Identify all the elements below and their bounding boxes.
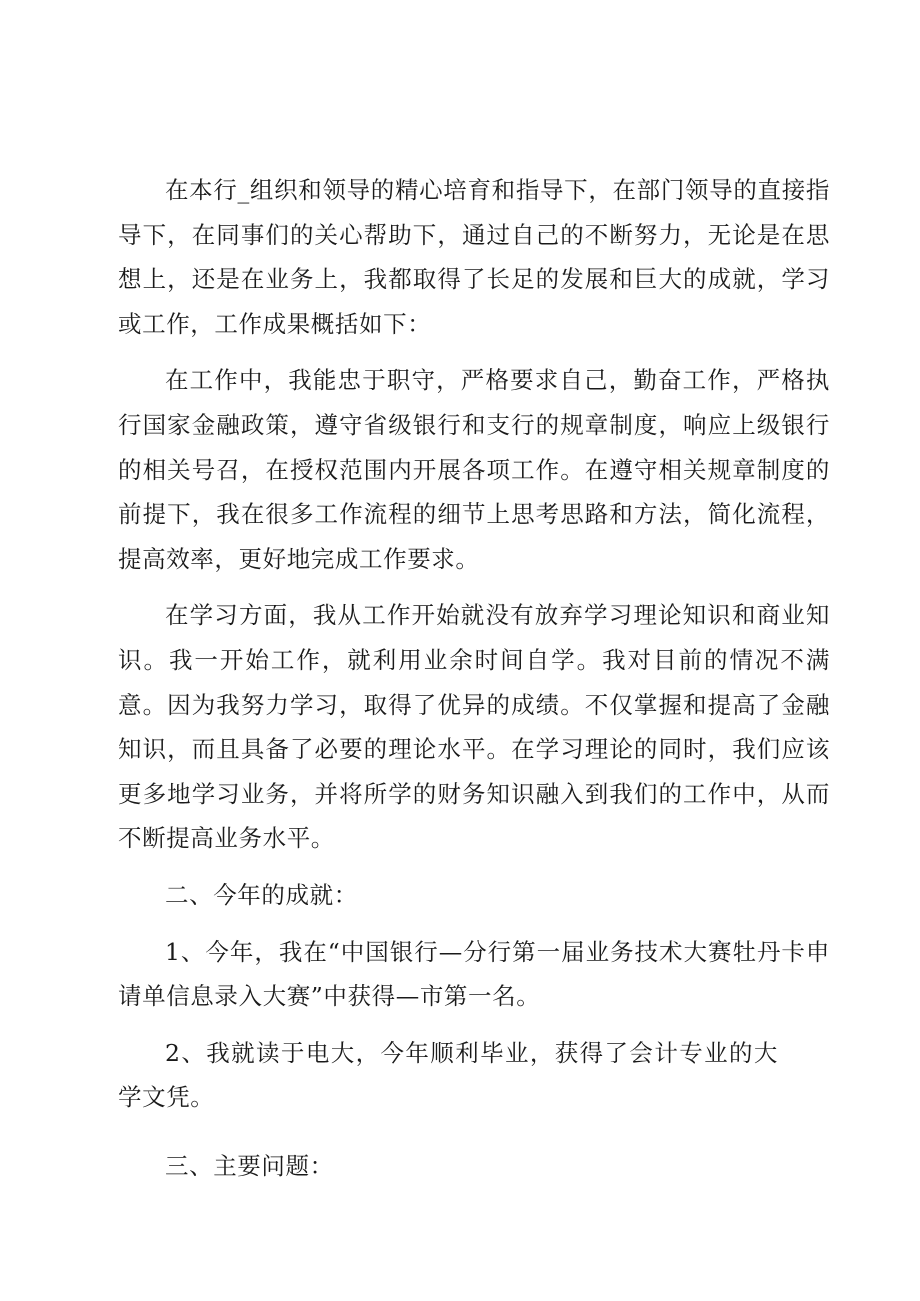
document-body	[118, 168, 830, 1188]
section-heading-problems: 三、主要问题：	[165, 1151, 334, 1180]
paragraph-work: 在工作中，我能忠于职守，严格要求自己，勤奋工作，严格执行国家金融政策，遵守省级银行和支行的规章制度，响应上级银行的相关号召，在授权范围内开展各项工作。在遵守相关规章制度的前提下，我在很多工作流程的细节上思考思路和方法，简化流程，提高效率，更好地完成工作要求。	[118, 366, 830, 573]
paragraph-study: 在学习方面，我从工作开始就没有放弃学习理论知识和商业知识。我一开始工作，就利用业余时间自学。我对目前的情况不满意。因为我努力学习，取得了优异的成绩。不仅掌握和提高了金融知识，而且具备了必要的理论水平。在学习理论的同时，我们应该更多地学习业务，并将所学的财务知识融入到我们的工作中，从而不断提高业务水平。	[118, 601, 830, 853]
section-heading-achievements: 二、今年的成就：	[165, 880, 358, 909]
achievement-item-2: 2、我就读于电大，今年顺利毕业，获得了会计专业的大学文凭。	[118, 1038, 778, 1112]
paragraph-intro: 在本行_组织和领导的精心培育和指导下，在部门领导的直接指导下，在同事们的关心帮助下，通过自己的不断努力，无论是在思想上，还是在业务上，我都取得了长足的发展和巨大的成就，学习或工作，工作成果概括如下：	[118, 176, 830, 338]
achievement-item-1: 1、今年，我在“中国银行—分行第一届业务技术大赛牡丹卡申请单信息录入大赛”中获得—市第一名。	[118, 937, 830, 1011]
